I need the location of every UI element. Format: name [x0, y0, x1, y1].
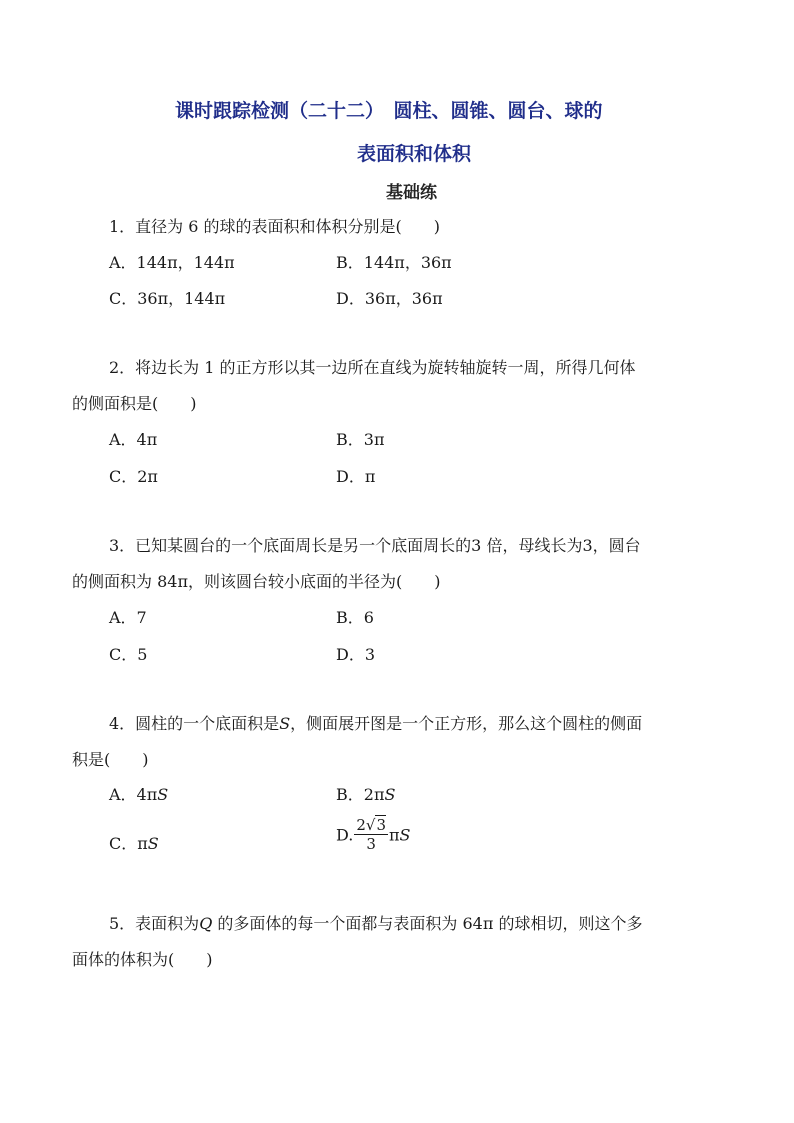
- question-4-option-b: [336, 777, 395, 813]
- section-heading: 基础练: [386, 183, 437, 203]
- variable-s: S: [399, 825, 411, 845]
- question-1-option-d: D．36π，36π: [336, 289, 443, 308]
- question-3-option-c: C．5: [109, 645, 148, 664]
- question-2-option-b: B．3π: [336, 430, 385, 449]
- variable-s: S: [147, 834, 159, 853]
- fraction-denominator: 3: [366, 835, 376, 853]
- variable-s: S: [384, 785, 396, 804]
- question-3-option-a: A．7: [109, 608, 147, 627]
- question-4-option-d: [336, 818, 410, 852]
- radicand: 3: [376, 816, 386, 834]
- page-title-line1: 课时跟踪检测（二十二） 圆柱、圆锥、圆台、球的: [175, 100, 603, 122]
- question-1-option-c: C．36π，144π: [109, 289, 226, 308]
- fraction-numerator: [354, 818, 388, 835]
- question-4-option-a: [109, 777, 168, 813]
- question-1-option-b: B．144π，36π: [336, 253, 452, 272]
- variable-s: S: [279, 714, 291, 733]
- question-5-stem-line2: 面体的体积为( ): [72, 950, 213, 969]
- question-2-option-d: D．π: [336, 467, 376, 486]
- question-4-stem-line2: 积是( ): [72, 750, 149, 769]
- option-a-label: A．4π: [109, 785, 158, 804]
- numerator-coefficient: 2: [356, 816, 366, 834]
- fraction: [354, 818, 388, 852]
- question-4-stem-part-b: ，侧面展开图是一个正方形，那么这个圆柱的侧面: [290, 714, 643, 733]
- question-3-stem-line2: 的侧面积为 84π，则该圆台较小底面的半径为( ): [72, 572, 441, 591]
- question-2-stem-line1: 2．将边长为 1 的正方形以其一边所在直线为旋转轴旋转一周，所得几何体: [109, 358, 636, 377]
- question-3-option-b: B．6: [336, 608, 374, 627]
- question-4-stem-line1: [109, 706, 642, 742]
- option-d-label: D.: [336, 825, 354, 845]
- question-3-option-d: D．3: [336, 645, 376, 664]
- question-1-stem: 1．直径为 6 的球的表面积和体积分别是( ): [109, 217, 441, 236]
- option-c-label: C．π: [109, 834, 148, 853]
- page-title-line2: 表面积和体积: [357, 143, 472, 165]
- question-4-stem-part-a: 4．圆柱的一个底面积是: [109, 714, 280, 733]
- variable-q: Q: [199, 914, 213, 933]
- option-b-label: B．2π: [336, 785, 385, 804]
- pi-symbol: π: [389, 825, 400, 845]
- question-3-stem-line1: 3．已知某圆台的一个底面周长是另一个底面周长的3 倍，母线长为3，圆台: [109, 536, 641, 555]
- question-2-stem-line2: 的侧面积是( ): [72, 394, 197, 413]
- question-2-option-a: A．4π: [109, 430, 158, 449]
- sqrt-symbol: √3: [365, 816, 386, 834]
- question-4-option-c: [109, 826, 159, 862]
- variable-s: S: [157, 785, 169, 804]
- question-2-option-c: C．2π: [109, 467, 158, 486]
- question-1-option-a: A．144π，144π: [109, 253, 235, 272]
- question-5-stem-part-b: 的多面体的每一个面都与表面积为 64π 的球相切，则这个多: [212, 914, 643, 933]
- question-5-stem-part-a: 5．表面积为: [109, 914, 200, 933]
- question-5-stem-line1: [109, 906, 642, 942]
